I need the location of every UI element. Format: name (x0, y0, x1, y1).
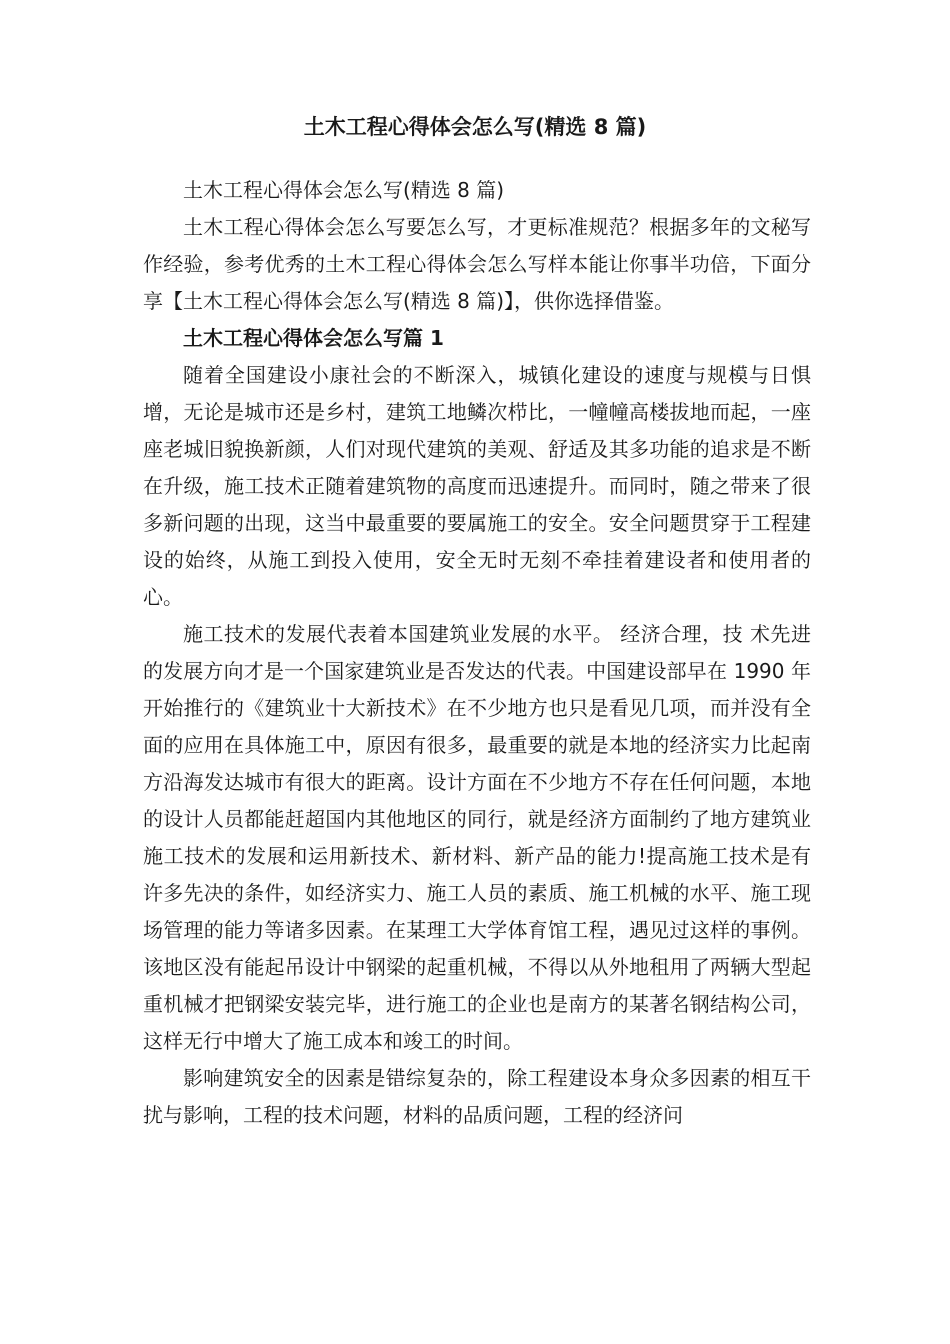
body-paragraph-3: 影响建筑安全的因素是错综复杂的，除工程建设本身众多因素的相互干扰与影响，工程的技术问题，材料的品质问题，工程的经济问 (143, 1066, 811, 1127)
document-title: 土木工程心得体会怎么写(精选 8 篇) (303, 115, 647, 139)
body-paragraph-2: 施工技术的发展代表着本国建筑业发展的水平。 经济合理，技 术先进 的发展方向才是一个国家建筑业是否发达的代表。中国建设部早在 1990 年开始推行的《建筑业十大新技术》在不少地方也只是看见几项，而并没有全面的应用在具体施工中，原因有很多，最重要的就是本地的经济实力比起南方沿海发达城市有很大的距离。设计方面在不少地方不存在任何问题，本地的设计人员都能赶超国内其他地区的同行，就是经济方面制约了地方建筑业施工技术的发展和运用新技术、新材料、新产品的能力!提高施工技术是有许多先决的条件，如经济实力、施工人员的素质、施工机械的水平、施工现场管理的能力等诸多因素。在某理工大学体育馆工程，遇见过这样的事例。该地区没有能起吊设计中钢梁的起重机械，不得以从外地租用了两辆大型起重机械才把钢梁安装完毕，进行施工的企业也是南方的某著名钢结构公司，这样无行中增大了施工成本和竣工的时间。 (143, 622, 811, 1053)
section-heading: 土木工程心得体会怎么写篇 1 (183, 326, 444, 350)
subtitle-paragraph: 土木工程心得体会怎么写(精选 8 篇) (183, 178, 505, 202)
body-paragraph-1: 随着全国建设小康社会的不断深入，城镇化建设的速度与规模与日惧增，无论是城市还是乡村，建筑工地鳞次栉比，一幢幢高楼拔地而起，一座座老城旧貌换新颜，人们对现代建筑的美观、舒适及其多功能的追求是不断在升级，施工技术正随着建筑物的高度而迅速提升。而同时，随之带来了很多新问题的出现，这当中最重要的要属施工的安全。安全问题贯穿于工程建设的始终，从施工到投入使用，安全无时无刻不牵挂着建设者和使用者的心。 (143, 363, 811, 609)
document-body (143, 172, 811, 1134)
intro-paragraph: 土木工程心得体会怎么写要怎么写，才更标准规范？根据多年的文秘写作经验，参考优秀的土木工程心得体会怎么写样本能让你事半功倍，下面分享【土木工程心得体会怎么写(精选 8 篇)】，供你选择借鉴。 (143, 215, 811, 313)
